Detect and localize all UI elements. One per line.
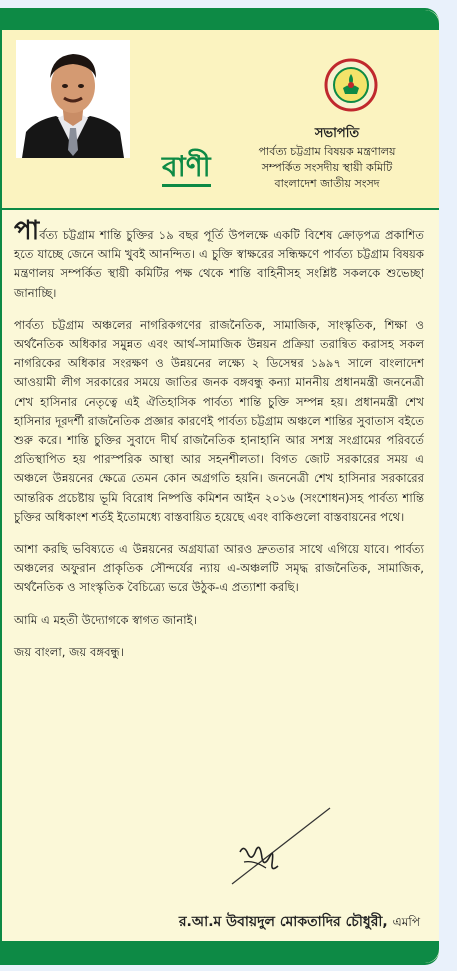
parliament-emblem-icon [324,58,378,112]
chair-title: সভাপতি [314,126,360,141]
committee-line-2: সম্পর্কিত সংসদীয় স্থায়ী কমিটি [261,161,393,174]
paragraph-1-text: র্বত্য চট্টগ্রাম শান্তি চুক্তির ১৯ বছর পূর্তি উপলক্ষে একটি বিশেষ ক্রোড়পত্র প্রকাশিত হতে যাচ্ছে জেনে আমি খুবই আনন্দিত। এ চুক্তি স্বাক্ষরের সন্ধিক্ষণে পার্বত্য চট্টগ্রাম বিষয়ক মন্ত্রণালয় সম্পর্কিত স্থায়ী কমিটির পক্ষ থেকে শান্তি বাহিনীসহ সংশ্লিষ্ট সকলকে শুভেচ্ছা জানাচ্ছি। [14,228,424,300]
top-green-bar [2,10,439,30]
message-title: বাণী [162,150,211,187]
handwritten-signature [214,800,334,890]
committee-line-1: পার্বত্য চট্টগ্রাম বিষয়ক মন্ত্রণালয় [258,145,396,158]
paragraph-3: আশা করছি ভবিষ্যতে এ উন্নয়নের অগ্রযাত্রা আরও দ্রুততার সাথে এগিয়ে যাবে। পার্বত্য অঞ্চলের অফুরান প্রাকৃতিক সৌন্দর্যের ন্যায় এ-অঞ্চলটি সমৃদ্ধ রাজনৈতিক, সামাজিক, অর্থনৈতিক ও সাংস্কৃতিক বৈচিত্র্যে ভরে উঠুক-এ প্রত্যাশা করছি। [14,542,424,595]
committee-line-3: বাংলাদেশ জাতীয় সংসদ [274,177,380,190]
signatory [110,910,420,934]
message-header [2,30,439,208]
drop-cap: পা [14,216,40,246]
top-page-stripe [0,0,457,6]
chairman-portrait [16,40,130,158]
paragraph-5: জয় বাংলা, জয় বঙ্গবন্ধু। [14,644,124,659]
signatory-suffix: এমপি [392,915,420,929]
paragraph-1 [14,216,424,303]
message-card [0,8,439,965]
paragraph-2: পার্বত্য চট্টগ্রাম অঞ্চলের নাগরিকগণের রাজনৈতিক, সামাজিক, সাংস্কৃতিক, শিক্ষা ও অর্থনৈতিক অধিকার সমুন্নত এবং আর্থ-সামাজিক উন্নয়ন প্রক্রিয়া তরান্বিত করাসহ সকল নাগরিকের অধিকার সংরক্ষণ ও উন্নয়নের লক্ষ্যে ২ ডিসেম্বর ১৯৯৭ সালে বাংলাদেশ আওয়ামী লীগ সরকারের সময়ে জাতির জনক বঙ্গবন্ধু কন্যা মাননীয় প্রধানমন্ত্রী জননেত্রী শেখ হাসিনার নেতৃত্বে এই ঐতিহাসিক পার্বত্য শান্তি চুক্তি সম্পন্ন হয়। প্রধানমন্ত্রী শেখ হাসিনার দূরদর্শী রাজনৈতিক প্রজ্ঞার কারণেই পার্বত্য চট্টগ্রাম অঞ্চলে শান্তির সুবাতাস বইতে শুরু করে। শান্তি চুক্তির সুবাদে দীর্ঘ রাজনৈতিক হানাহানি আর সশস্ত্র সংগ্রামের পরিবর্তে প্রতিস্থাপিত হয় পারস্পরিক আস্থা আর সহনশীলতা। বিগত জোট সরকারের সময় এ অঞ্চলে উন্নয়নের ক্ষেত্রে তেমন কোন অগ্রগতি হয়নি। জননেত্রী শেখ হাসিনার সরকারের আন্তরিক প্রচেষ্টায় ভূমি বিরোধ নিষ্পত্তি কমিশন আইন ২০১৬ (সংশোধন)সহ পার্বত্য শান্তি চুক্তির অধিকাংশ শর্তই ইতোমধ্যে বাস্তবায়িত হয়েছে এবং বাকিগুলো বাস্তবায়নের পথে। [14,317,424,524]
paragraph-4: আমি এ মহতী উদ্যোগকে স্বাগত জানাই। [14,612,197,627]
bottom-green-bar [2,941,439,963]
header-divider [2,208,439,210]
message-body [14,216,424,675]
signatory-name: র.আ.ম উবায়দুল মোকতাদির চৌধুরী, [178,914,388,930]
